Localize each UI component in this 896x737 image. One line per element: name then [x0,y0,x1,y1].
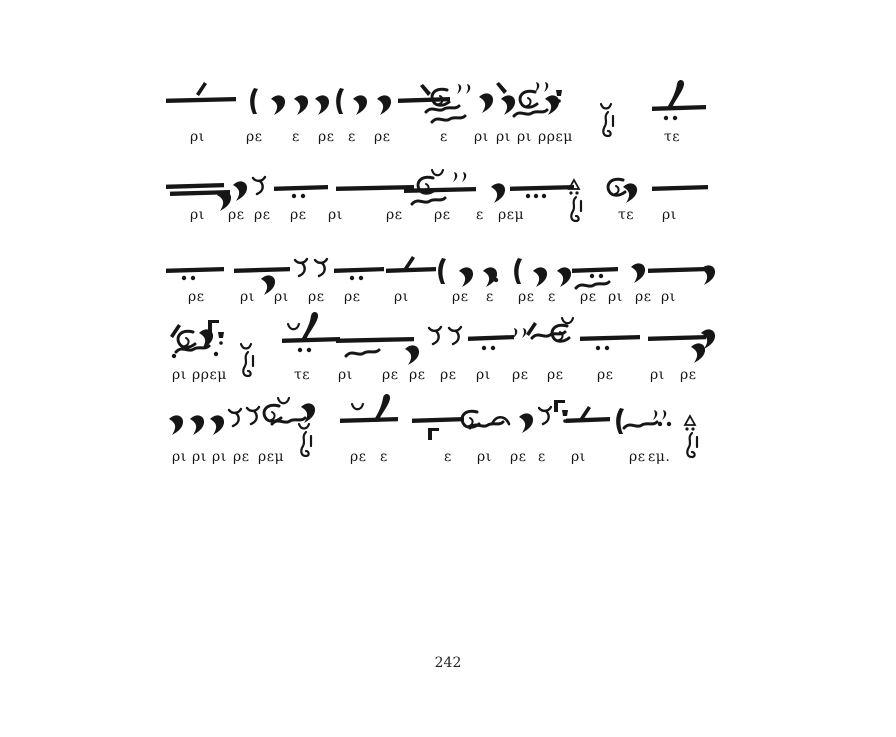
neume-bar [510,185,574,191]
chant-syllable: ρι [328,207,343,223]
chant-syllable: ε [476,207,484,223]
neume-apo [377,95,391,115]
chant-syllable: ρε [440,367,457,383]
neume-dots2 [658,422,671,426]
neume-dots2 [596,346,609,350]
chant-syllable: ρε [344,289,361,305]
neume-wave [432,116,465,122]
neume-dquote [653,410,666,420]
neume-wave [514,110,547,116]
neume-shook [253,177,265,194]
neume-dots2 [182,276,195,280]
neume-apo [691,343,705,363]
neume-petasti [520,91,537,107]
neume-grave [496,82,507,94]
chant-syllable: ρε [580,289,597,305]
chant-syllable: ρι [274,289,289,305]
chant-syllable: ρε [434,207,451,223]
neume-martyria-v [241,344,253,376]
neume-dots2 [664,116,677,120]
neume-excl [218,332,224,345]
neume-bar [166,267,224,273]
chant-syllable: ρε [318,129,335,145]
chant-syllable: ρε [680,367,697,383]
neume-bar [412,417,464,423]
page-number: 242 [434,655,462,671]
chant-syllable: ρι [517,129,532,145]
neume-apo [261,275,275,295]
chant-syllable: ρε [382,367,399,383]
neume-martyria-v [601,104,613,136]
neume-slash [302,312,318,340]
chant-syllable: ε [348,129,356,145]
neume-bar [652,105,706,111]
neume-shook [229,409,241,426]
neume-apo [405,345,419,365]
neume-wave [412,198,445,204]
neume-petasti [178,331,195,347]
neume-bar [340,417,398,423]
neume-dot [214,352,218,356]
chant-syllable: ρε [512,367,529,383]
chant-syllable: ε [440,129,448,145]
neume-dot [172,354,176,358]
neume-martyria-v [299,424,311,456]
neume-shook [539,407,551,424]
chant-syllable: ρι [650,367,665,383]
neume-apo [199,329,213,349]
chant-syllable: ρι [190,207,205,223]
neume-apo [353,95,367,115]
neume-bar [274,185,328,191]
neume-apo [271,95,285,115]
chant-syllable: ρι [172,449,187,465]
chant-syllable: ρι [662,207,677,223]
chant-syllable: ρε [228,207,245,223]
chant-syllable: ρε [629,449,646,465]
chant-syllable: ρε [409,367,426,383]
chant-syllable: ρε [254,207,271,223]
neume-bar [386,267,436,273]
chant-syllable: ρε [452,289,469,305]
neume-wave [426,106,459,112]
chant-syllable: ε [486,289,494,305]
neume-bar [566,417,610,423]
neume-stem [514,258,522,284]
chant-syllable: ρε [518,289,535,305]
chant-syllable: τε [294,367,310,383]
neume-bar [166,97,236,103]
neume-bar [580,335,640,341]
neume-bar [648,335,706,341]
chant-syllable: εμ. [648,449,671,465]
neume-slash [668,80,684,108]
neume-martyria-d [685,416,697,457]
neume-grave [420,84,431,96]
neume-cup [352,404,363,409]
neume-apo [491,183,505,203]
neume-bar [648,267,704,273]
neume-dots2 [482,346,495,350]
chant-syllable: τε [618,207,634,223]
neume-martyria-d [569,180,581,221]
neume-gamma [428,428,439,440]
chant-syllable: ρι [477,449,492,465]
neume-shook [449,327,461,344]
neume-dots3 [526,194,546,198]
chant-syllable: ρε [188,289,205,305]
neume-wave [576,282,609,288]
neume-apo [233,181,247,201]
neume-bar [468,335,514,341]
neume-dot [494,278,498,282]
chant-syllable: ρι [394,289,409,305]
neume-apo [519,413,533,433]
chant-syllable: ρε [386,207,403,223]
neume-apo [501,95,515,115]
chant-syllable: ρι [192,449,207,465]
neume-bar [336,337,414,343]
neume-dots2 [590,274,603,278]
neume-cup [432,170,443,175]
chant-syllable: ε [538,449,546,465]
neume-cup [562,318,573,323]
chant-syllable: ρεμ [498,207,525,223]
neume-petasti [264,405,281,421]
neume-bar [404,187,476,193]
chant-syllable: ρι [474,129,489,145]
chant-syllable: ρρεμ [538,129,573,145]
neume-apo [557,267,571,287]
chant-syllable: ρε [547,367,564,383]
neume-bar [282,337,340,343]
chant-syllable: ρε [510,449,527,465]
neume-apo [631,263,645,283]
chant-syllable: ρρεμ [192,367,227,383]
chant-syllable: ρι [212,449,227,465]
neume-apo [701,265,715,285]
neume-dquote [513,328,526,338]
neume-shook [247,407,259,424]
neume-apo [483,267,497,287]
neume-gamma [208,320,219,332]
chant-syllable: ρε [308,289,325,305]
chant-syllable: ρι [476,367,491,383]
neume-apo [459,267,473,287]
neume-dquote [453,172,466,182]
neume-cup [278,398,289,403]
neume-bar [234,267,290,273]
neume-dquote [457,84,470,94]
neume-stem [250,88,258,114]
neume-shook [315,259,327,276]
neume-apo [315,95,329,115]
neume-apo [533,267,547,287]
chant-syllable: ρι [338,367,353,383]
neume-stem [336,88,344,114]
chant-syllable: ρε [290,207,307,223]
neume-apo [479,93,493,113]
neume-dots2 [292,194,305,198]
chant-syllable: ρι [571,449,586,465]
chant-syllable: ρε [233,449,250,465]
neume-shook [295,259,307,276]
chant-syllable: ε [444,449,452,465]
neume-bar [166,183,224,189]
neume-cup [288,324,299,329]
neume-stem [616,408,624,434]
chant-syllable: ρε [246,129,263,145]
chant-syllable: ε [292,129,300,145]
neume-apo [169,415,183,435]
neume-tick [196,82,207,96]
chant-syllable: ε [380,449,388,465]
chant-syllable: ρι [496,129,511,145]
chant-syllable: ρε [635,289,652,305]
neume-apo [190,415,204,435]
neume-dots2 [298,348,311,352]
chant-syllable: ρι [172,367,187,383]
neume-apo [294,95,308,115]
neume-bar [334,267,384,273]
neume-stem [438,258,446,284]
neume-apo [545,95,559,115]
chant-syllable: ρι [190,129,205,145]
chant-syllable: ρι [608,289,623,305]
neume-wave [346,350,379,356]
neume-bar [652,185,708,191]
neume-dquote [535,82,548,92]
chant-syllable: ρι [240,289,255,305]
neume-apo [210,415,224,435]
chant-syllable: ρε [597,367,614,383]
neume-petasti [608,179,625,195]
neume-wave [624,422,657,428]
chant-syllable: ρε [374,129,391,145]
neume-bar [336,185,414,191]
chant-syllable: ρι [661,289,676,305]
chant-syllable: τε [664,129,680,145]
neume-bar [572,267,618,273]
neume-dots2 [350,276,363,280]
neume-shook [429,327,441,344]
chant-syllable: ρεμ [258,449,285,465]
chant-syllable: ε [548,289,556,305]
chant-syllable: ρε [350,449,367,465]
